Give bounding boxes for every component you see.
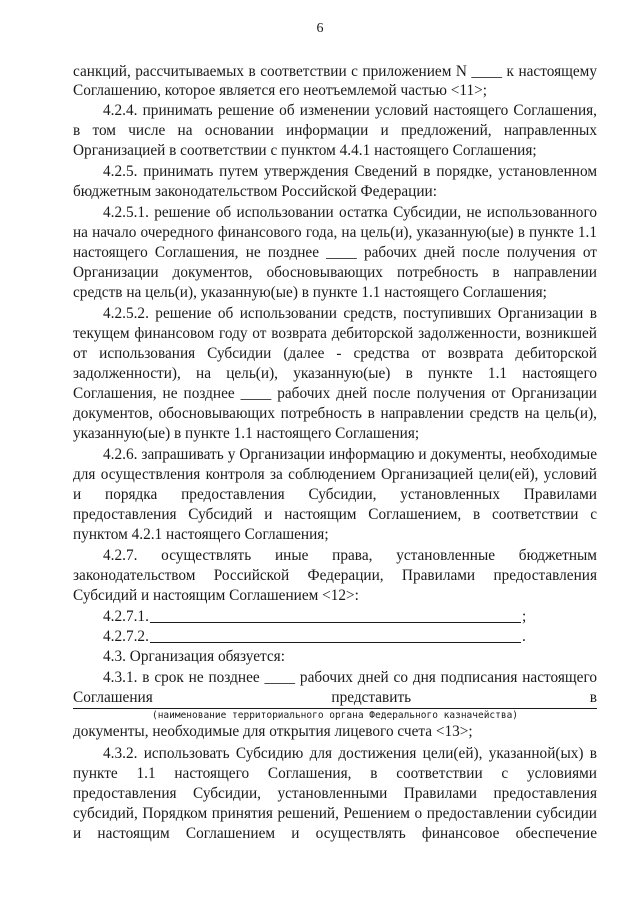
paragraph-line: Субсидий и настоящим Соглашением <12>: bbox=[73, 587, 359, 604]
clause-4-2-7-2-label: 4.2.7.2. bbox=[103, 628, 149, 645]
paragraph-line: для осуществления контроля за соблюдением Организацией цели(ей), условий bbox=[73, 466, 597, 483]
fill-in-line bbox=[150, 642, 521, 643]
clause-4-3-2: 4.3.2. использовать Субсидию для достижения цели(ей), указанной(ых) в bbox=[103, 745, 597, 762]
paragraph-line: текущем финансовом году от возврата дебиторской задолженности, возникшей bbox=[73, 325, 597, 342]
paragraph-line: санкций, рассчитываемых в соответствии с приложением N ____ к настоящему bbox=[73, 63, 597, 80]
paragraph-line: на начало очередного финансового года, на цель(и), указанную(ые) в пункте 1.1 bbox=[73, 224, 597, 241]
paragraph-line: Соглашению, которое является его неотъемлемой частью <11>; bbox=[73, 82, 487, 99]
clause-4-2-5-2: 4.2.5.2. решение об использовании средств, поступивших Организации в bbox=[103, 305, 597, 322]
paragraph-line: Соглашения, не позднее ____ рабочих дней после получения от Организации bbox=[73, 385, 597, 402]
paragraph-line: Организацией в соответствии с пунктом 4.4.1 настоящего Соглашения; bbox=[73, 142, 537, 159]
paragraph-line: предоставления Субсидий и настоящим Соглашением, в соответствии с bbox=[73, 506, 597, 523]
paragraph-line: Соглашения представить в bbox=[73, 689, 597, 706]
fill-in-line bbox=[150, 622, 521, 623]
paragraph-line: пунктом 4.2.1 настоящего Соглашения; bbox=[73, 526, 329, 543]
paragraph-line: в том числе на основании информации и предложений, направленных bbox=[73, 122, 597, 139]
clause-4-2-7-1-end: ; bbox=[522, 608, 527, 625]
paragraph-line: пункте 1.1 настоящего Соглашения, в соответствии с условиями bbox=[73, 765, 597, 782]
paragraph-line: бюджетным законодательством Российской Федерации: bbox=[73, 183, 437, 200]
paragraph-line: средств на цель(и), указанную(ые) в пункте 1.1 настоящего Соглашения; bbox=[73, 284, 547, 301]
paragraph-line: и настоящим Соглашением и осуществлять финансовое обеспечение bbox=[73, 825, 597, 842]
clause-4-2-5-1: 4.2.5.1. решение об использовании остатка Субсидии, не использованного bbox=[103, 204, 597, 221]
page-number: 6 bbox=[316, 21, 324, 36]
paragraph-line: указанную(ые) в пункте 1.1 настоящего Соглашения; bbox=[73, 425, 420, 442]
paragraph-line: задолженности), на цель(и), указанную(ые) в пункте 1.1 настоящего bbox=[73, 365, 597, 382]
clause-4-2-7: 4.2.7. осуществлять иные права, установленные бюджетным bbox=[103, 547, 597, 564]
paragraph-line: субсидий, Порядком принятия решений, Решением о предоставлении субсидии bbox=[73, 805, 597, 822]
clause-4-2-4: 4.2.4. принимать решение об изменении условий настоящего Соглашения, bbox=[103, 102, 597, 119]
paragraph-line: Организации документов, обосновывающих потребность в направлении bbox=[73, 264, 597, 281]
clause-4-3: 4.3. Организация обязуется: bbox=[103, 648, 285, 665]
paragraph-line: документы, необходимые для открытия лицевого счета <13>; bbox=[73, 723, 473, 740]
fill-in-line bbox=[73, 708, 597, 709]
paragraph-line: настоящего Соглашения, не позднее ____ рабочих дней после получения от bbox=[73, 244, 597, 261]
clause-4-3-1: 4.3.1. в срок не позднее ____ рабочих дней со дня подписания настоящего bbox=[103, 669, 597, 686]
paragraph-line: и порядка предоставления Субсидии, установленных Правилами bbox=[73, 486, 597, 503]
clause-4-2-7-1-label: 4.2.7.1. bbox=[103, 608, 149, 625]
paragraph-line: от использования Субсидии (далее - средства от возврата дебиторской bbox=[73, 345, 597, 362]
clause-4-2-7-2-end: . bbox=[522, 628, 526, 645]
paragraph-line: законодательством Российской Федерации, Правилами предоставления bbox=[73, 567, 597, 584]
paragraph-line: документов, обосновывающих потребность в направлении средств на цель(и), bbox=[73, 405, 597, 422]
clause-4-2-6: 4.2.6. запрашивать у Организации информацию и документы, необходимые bbox=[103, 446, 597, 463]
clause-4-2-5: 4.2.5. принимать путем утверждения Сведений в порядке, установленном bbox=[103, 163, 597, 180]
paragraph-line: предоставления Субсидии, установленными Правилами предоставления bbox=[73, 785, 597, 802]
field-caption: (наименование территориального органа Федерального казначейства) bbox=[151, 710, 519, 721]
